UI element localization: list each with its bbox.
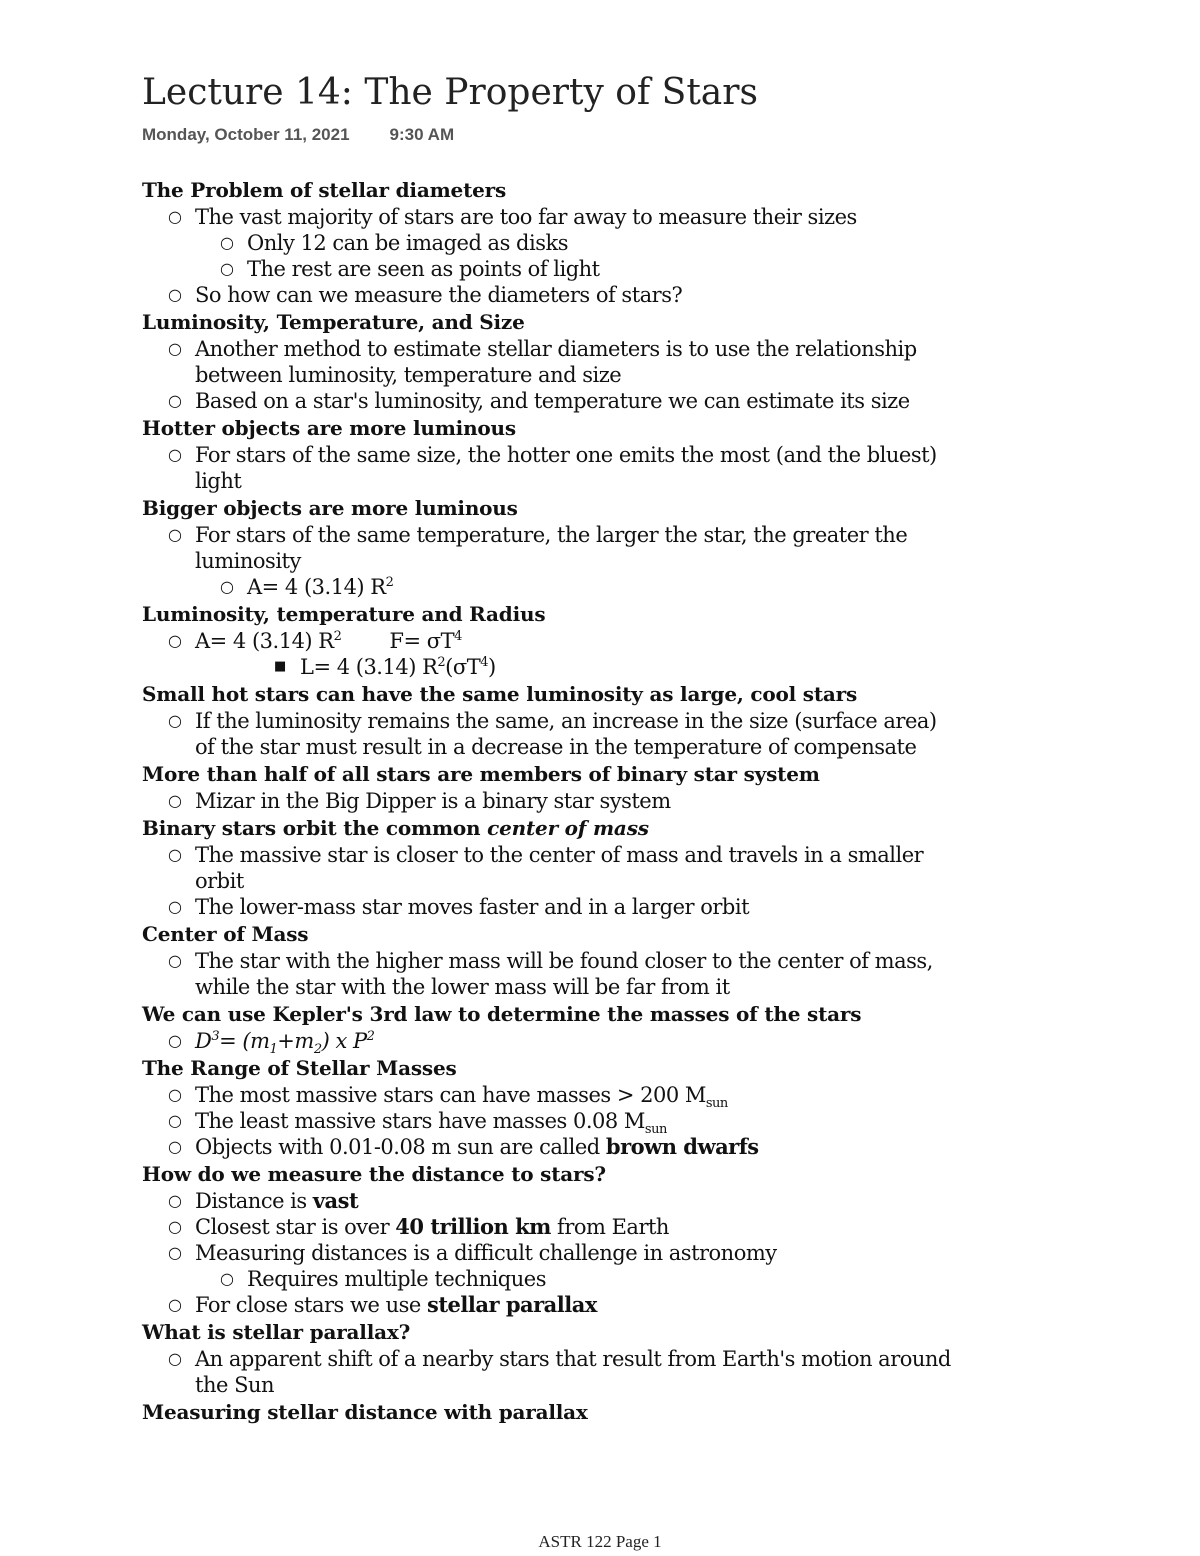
circle-bullet-icon: ○ [168, 285, 182, 304]
list-item: ○ Another method to estimate stellar diameters is to use the relationship [168, 337, 917, 361]
list-item: ○ An apparent shift of a nearby stars that result from Earth's motion around [168, 1347, 951, 1371]
circle-bullet-icon: ○ [168, 1111, 182, 1130]
section-heading: Luminosity, Temperature, and Size [142, 310, 525, 334]
circle-bullet-icon: ○ [220, 259, 234, 278]
list-item: ○ The rest are seen as points of light [220, 257, 600, 281]
notes-content [142, 176, 1142, 1426]
circle-bullet-icon: ○ [168, 445, 182, 464]
circle-bullet-icon: ○ [168, 631, 182, 650]
list-item: ○ Objects with 0.01-0.08 m sun are called brown dwarfs [168, 1134, 759, 1159]
circle-bullet-icon: ○ [168, 711, 182, 730]
list-item: ○ If the luminosity remains the same, an increase in the size (surface area) [168, 709, 937, 733]
list-item-continuation: light [195, 469, 242, 493]
circle-bullet-icon: ○ [168, 951, 182, 970]
section-heading: Bigger objects are more luminous [142, 496, 518, 520]
list-item: ○ The lower-mass star moves faster and in a larger orbit [168, 895, 750, 919]
circle-bullet-icon: ○ [220, 1269, 234, 1288]
list-item-continuation: while the star with the lower mass will be far from it [195, 975, 730, 999]
list-item: ○ For stars of the same temperature, the larger the star, the greater the [168, 523, 908, 547]
list-item: ○ Only 12 can be imaged as disks [220, 231, 568, 255]
circle-bullet-icon: ○ [168, 207, 182, 226]
section-heading: Measuring stellar distance with parallax [142, 1400, 588, 1424]
list-item: ○ The most massive stars can have masses > 200 $M_{sun}$ [168, 1083, 728, 1112]
circle-bullet-icon: ○ [168, 339, 182, 358]
section-heading: Luminosity, temperature and Radius [142, 602, 546, 626]
page-footer: ASTR 122 Page 1 [538, 1532, 662, 1551]
page-timestamp [142, 122, 454, 148]
page-title: Lecture 14: The Property of Stars [142, 72, 758, 113]
section-heading: What is stellar parallax? [142, 1320, 411, 1344]
circle-bullet-icon: ○ [168, 1137, 182, 1156]
section-heading: Hotter objects are more luminous [142, 416, 516, 440]
circle-bullet-icon: ○ [220, 233, 234, 252]
list-item-continuation: luminosity [195, 549, 301, 573]
formula-area: ○ A= 4 (3.14) $R^2$ [220, 575, 394, 599]
list-item: ○ For close stars we use stellar parallax [168, 1292, 597, 1317]
list-item: ○ The massive star is closer to the center of mass and travels in a smaller [168, 843, 924, 867]
list-item-continuation: the Sun [195, 1373, 275, 1397]
section-heading: Binary stars orbit the common center of mass [142, 816, 649, 840]
formula-luminosity: ■ L= 4 (3.14) $R^2(\sigma T^4)$ [274, 655, 496, 679]
page-date: Monday, October 11, 2021 [142, 125, 350, 144]
circle-bullet-icon: ○ [168, 1243, 182, 1262]
formula-kepler: ○ $D^3= (m_1+m_2)$ x $P^2$ [168, 1029, 375, 1058]
list-item: ○ The least massive stars have masses 0.08 $M_{sun}$ [168, 1109, 667, 1138]
circle-bullet-icon: ○ [168, 1191, 182, 1210]
section-heading: We can use Kepler's 3rd law to determine the masses of the stars [142, 1002, 862, 1026]
circle-bullet-icon: ○ [168, 897, 182, 916]
circle-bullet-icon: ○ [168, 1349, 182, 1368]
circle-bullet-icon: ○ [168, 791, 182, 810]
list-item: ○ The vast majority of stars are too far away to measure their sizes [168, 205, 857, 229]
square-bullet-icon: ■ [274, 659, 286, 674]
section-heading: Small hot stars can have the same luminosity as large, cool stars [142, 682, 858, 706]
section-heading: The Range of Stellar Masses [142, 1056, 457, 1080]
list-item: ○ Based on a star's luminosity, and temperature we can estimate its size [168, 389, 910, 413]
list-item: ○ Distance is vast [168, 1188, 359, 1213]
formula-area-flux: ○ A= 4 (3.14) $R^2$ $F= \sigma T^4$ [168, 629, 462, 653]
list-item: ○ Mizar in the Big Dipper is a binary star system [168, 789, 671, 813]
list-item: ○ The star with the higher mass will be found closer to the center of mass, [168, 949, 933, 973]
circle-bullet-icon: ○ [168, 1085, 182, 1104]
list-item: ○ Requires multiple techniques [220, 1267, 546, 1291]
circle-bullet-icon: ○ [220, 577, 234, 596]
circle-bullet-icon: ○ [168, 845, 182, 864]
list-item-continuation: of the star must result in a decrease in the temperature of compensate [195, 735, 917, 759]
section-heading: More than half of all stars are members of binary star system [142, 762, 820, 786]
section-heading: How do we measure the distance to stars? [142, 1162, 606, 1186]
list-item: ○ For stars of the same size, the hotter one emits the most (and the bluest) [168, 443, 937, 467]
circle-bullet-icon: ○ [168, 391, 182, 410]
circle-bullet-icon: ○ [168, 525, 182, 544]
section-heading: The Problem of stellar diameters [142, 178, 507, 202]
circle-bullet-icon: ○ [168, 1031, 182, 1050]
section-heading: Center of Mass [142, 922, 309, 946]
circle-bullet-icon: ○ [168, 1217, 182, 1236]
list-item-continuation: orbit [195, 869, 244, 893]
circle-bullet-icon: ○ [168, 1295, 182, 1314]
list-item-continuation: between luminosity, temperature and size [195, 363, 622, 387]
page-time: 9:30 AM [389, 125, 455, 144]
list-item: ○ Measuring distances is a difficult challenge in astronomy [168, 1241, 777, 1265]
list-item: ○ So how can we measure the diameters of stars? [168, 283, 683, 307]
list-item: ○ Closest star is over 40 trillion km from Earth [168, 1214, 669, 1239]
